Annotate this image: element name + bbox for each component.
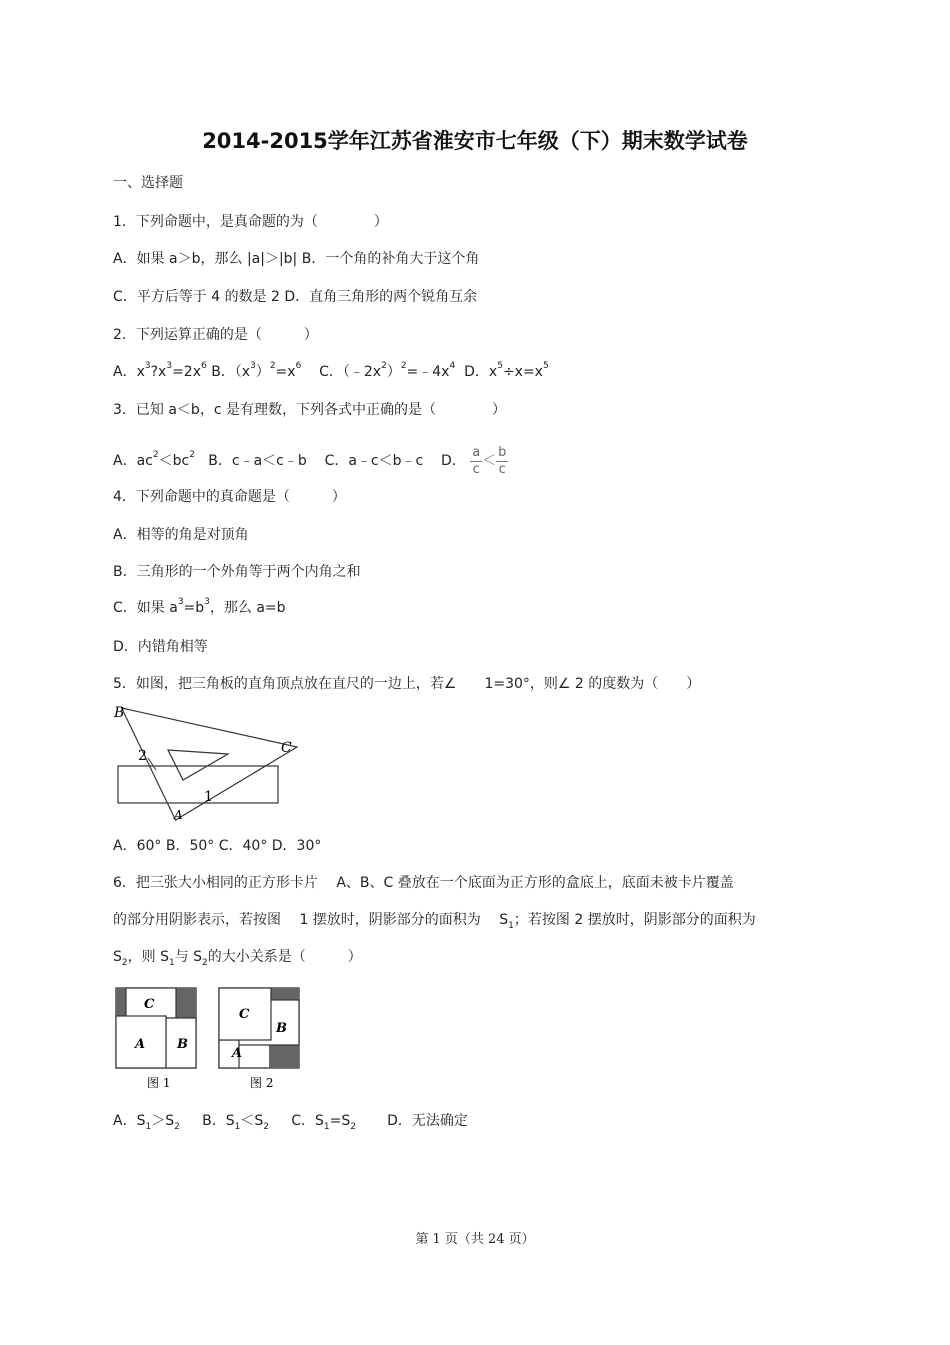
q4-option-d: D．内错角相等: [113, 639, 208, 655]
q3-option-a: A．$ac^2<bc^2$: [113, 450, 195, 470]
q2-option-d: D．$x^5\div x=x^5$: [464, 361, 549, 380]
q3-option-b: B．c﹣a＜c﹣b: [208, 453, 307, 470]
q2-option-a: A．$x^3?x^3=2x^6$: [113, 361, 207, 380]
q2-option-c: C．$(﹣2x^2)^2=﹣4x^4$: [319, 361, 456, 380]
q4-option-a: A．相等的角是对顶角: [113, 527, 249, 543]
fig2-label-A: A: [232, 1046, 243, 1061]
fraction-b-over-c: $\frac{b}{c}$: [498, 445, 507, 477]
page-footer: 第 1 页（共 24 页）: [415, 1232, 535, 1247]
fig1-label-B: B: [177, 1037, 188, 1052]
fig2-label-B: B: [276, 1021, 287, 1036]
q1-options-cd: C．平方后等于 4 的数是 2 D．直角三角形的两个锐角互余: [113, 289, 478, 305]
card-figure-2: [216, 985, 306, 1093]
q6-option-a: A．$S_1>S_2$: [113, 1113, 180, 1132]
fig2-caption: 图 2: [250, 1076, 274, 1090]
q6-stem-line1: 6．把三张大小相同的正方形卡片 A、B、C 叠放在一个底面为正方形的盒底上，底面未被卡片覆盖: [113, 875, 734, 891]
q3-stem: 3．已知 a＜b，c 是有理数，下列各式中正确的是（ ）: [113, 402, 506, 418]
q3-option-d: D． $\frac{a}{c}$ ＜ $\frac{b}{c}$: [441, 445, 507, 477]
triangle-ruler-figure: [108, 700, 298, 822]
label-B: B: [114, 705, 125, 721]
q2-option-b: B．$(x^3)^2=x^6$: [211, 361, 302, 380]
fraction-a-over-c: $\frac{a}{c}$: [470, 446, 482, 476]
q4-stem: 4．下列命题中的真命题是（ ）: [113, 489, 346, 505]
q6-option-b: B．$S_1<S_2$: [202, 1113, 269, 1132]
label-angle-2: 2: [138, 748, 147, 764]
q4-option-b: B．三角形的一个外角等于两个内角之和: [113, 564, 361, 580]
q3-option-c: C．a﹣c＜b﹣c: [324, 453, 424, 470]
section-heading: 一、选择题: [113, 175, 183, 191]
q5-stem: 5．如图，把三角板的直角顶点放在直尺的一边上，若∠ 1=30°，则∠ 2 的度数为（ ）: [113, 676, 701, 692]
q6-stem-line2: 的部分用阴影表示，若按图 1 摆放时，阴影部分的面积为 $S_1$；若按图 2 摆放时，阴影部分的面积为: [113, 912, 756, 931]
q3-options: [113, 446, 508, 476]
q6-option-c: C．$S_1=S_2$: [291, 1113, 356, 1132]
fig1-label-C: C: [144, 997, 155, 1012]
page-title: 2014-2015学年江苏省淮安市七年级（下）期末数学试卷: [202, 129, 748, 153]
q2-stem: 2．下列运算正确的是（ ）: [113, 327, 318, 343]
q2-options: [113, 361, 549, 380]
q1-options-ab: A．如果 a＞b，那么 |a|＞|b| B．一个角的补角大于这个角: [113, 251, 480, 267]
fig1-label-A: A: [135, 1037, 146, 1052]
q1-stem: 1．下列命题中，是真命题的为（ ）: [113, 214, 388, 230]
q5-options: A．60° B．50° C．40° D．30°: [113, 838, 322, 854]
q6-option-d: D．无法确定: [387, 1113, 468, 1129]
card-figure-1: [113, 985, 203, 1093]
label-angle-1: 1: [204, 789, 213, 805]
q4-option-c: C．如果 $a^3=b^3$，那么 a=b: [113, 597, 286, 616]
label-C: C: [281, 740, 292, 756]
fig1-caption: 图 1: [147, 1076, 171, 1090]
q6-options: [113, 1113, 468, 1132]
fig2-label-C: C: [239, 1007, 250, 1022]
label-A: A: [174, 808, 183, 822]
q6-stem-line3: $S_2$，则 $S_1$与 $S_2$的大小关系是（ ）: [113, 949, 362, 968]
